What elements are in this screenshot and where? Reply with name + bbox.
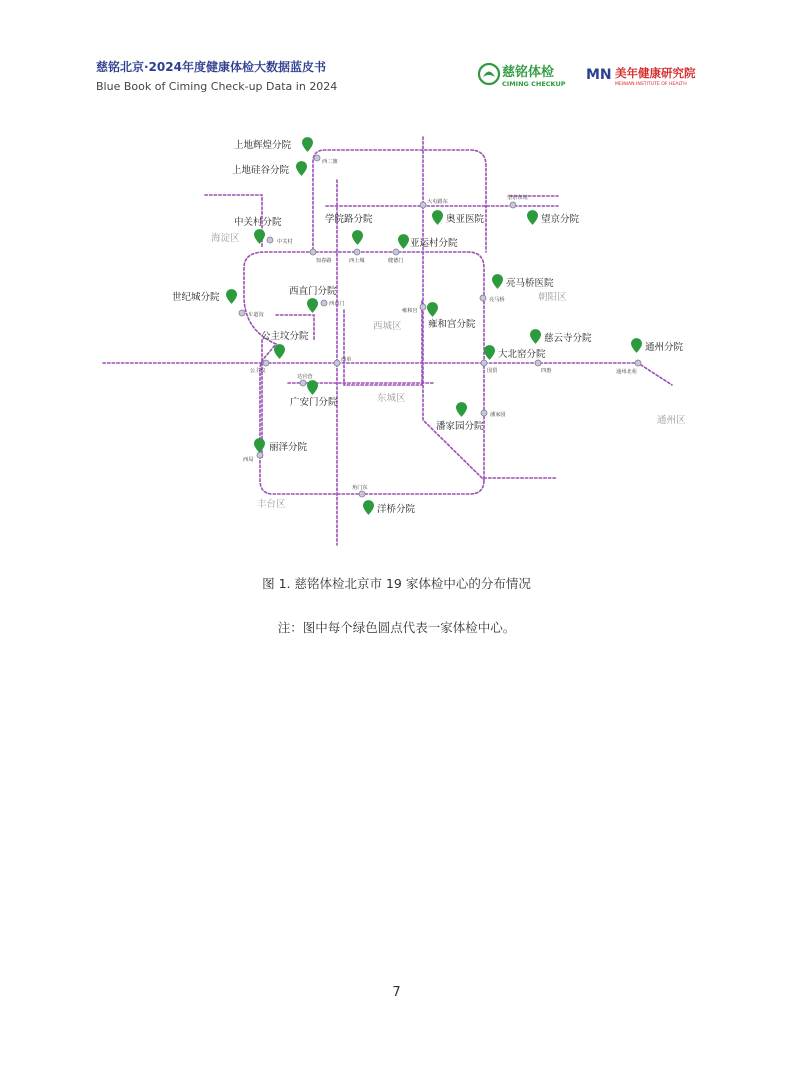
meinian-logo-mark: MN xyxy=(586,67,612,83)
branch-label: 中关村分院 xyxy=(234,217,282,228)
station-label: 知春路 xyxy=(316,258,332,264)
branch-shangdi-huihuang xyxy=(234,137,313,152)
station-chedaogou xyxy=(239,310,264,318)
branch-wangjing xyxy=(527,210,580,225)
branch-yangqiao xyxy=(363,500,416,515)
station-gongzhufen xyxy=(250,360,269,374)
station-label: 雍和宫 xyxy=(402,308,418,314)
branch-aoya xyxy=(432,210,485,225)
branch-label: 丽泽分院 xyxy=(269,442,308,453)
branch-shijicheng xyxy=(172,289,237,304)
location-pin-icon xyxy=(274,344,285,359)
branch-label: 世纪城分院 xyxy=(172,292,220,303)
page-number: 7 xyxy=(392,985,401,1000)
metro-line-1 xyxy=(103,363,672,385)
figure-note: 注：图中每个绿色圆点代表一家体检中心。 xyxy=(277,620,516,635)
location-pin-icon xyxy=(307,380,318,395)
branch-yonghegong xyxy=(427,302,476,330)
district-haidian: 海淀区 xyxy=(211,233,240,244)
branch-label: 雍和宫分院 xyxy=(428,319,476,330)
station-label: 健德门 xyxy=(388,258,404,264)
station-label: 西直门 xyxy=(329,301,345,307)
district-fengtai: 丰台区 xyxy=(257,499,286,510)
station-label: 西单 xyxy=(341,357,352,363)
station-label: 亮马桥 xyxy=(489,297,505,303)
location-pin-icon xyxy=(254,229,265,244)
location-pin-icon xyxy=(530,329,541,344)
location-pin-icon xyxy=(527,210,538,225)
branch-ciyunsi xyxy=(530,329,592,344)
figure-caption: 图 1. 慈铭体检北京市 19 家体检中心的分布情况 xyxy=(262,576,531,591)
location-pin-icon xyxy=(363,500,374,515)
district-dongcheng: 东城区 xyxy=(377,393,406,404)
location-pin-icon xyxy=(432,210,443,225)
station-label: 车道沟 xyxy=(248,312,264,318)
branch-label: 广安门分院 xyxy=(290,397,338,408)
location-pin-icon xyxy=(352,230,363,245)
station-label: 通州北苑 xyxy=(616,369,637,375)
station-label: 西局 xyxy=(243,457,254,463)
branch-liangmaqiao xyxy=(492,274,554,289)
district-tongzhou: 通州区 xyxy=(657,415,686,426)
branch-label: 望京分院 xyxy=(541,214,580,225)
metro-line-10-ring xyxy=(244,252,484,494)
location-pin-icon xyxy=(484,345,495,360)
meinian-logo-en: MEINIAN INSTITUTE OF HEALTH xyxy=(615,82,687,87)
station-label: 西二旗 xyxy=(322,159,338,165)
branch-tongzhou xyxy=(631,338,684,353)
branch-label: 西直门分院 xyxy=(289,286,337,297)
branch-label: 上地辉煌分院 xyxy=(234,140,292,151)
location-pin-icon xyxy=(427,302,438,317)
station-xierqi xyxy=(314,155,338,165)
station-label: 大屯路东 xyxy=(427,199,448,205)
district-chaoyang: 朝阳区 xyxy=(538,292,567,303)
branch-shangdi-guigu xyxy=(232,161,307,176)
report-subtitle: Blue Book of Ciming Check-up Data in 2024 xyxy=(96,80,338,93)
branch-xueyuanlu xyxy=(325,213,373,245)
location-pin-icon xyxy=(631,338,642,353)
branch-label: 大北窑分院 xyxy=(498,349,546,360)
branch-label: 通州分院 xyxy=(645,342,684,353)
ciming-logo-cn: 慈铭体检 xyxy=(502,65,555,80)
branch-label: 潘家园分院 xyxy=(436,421,484,432)
branch-yayuncun xyxy=(398,234,458,249)
station-label: 望京东站 xyxy=(507,195,528,201)
branch-guanganmen xyxy=(290,380,338,408)
station-sihui xyxy=(535,360,552,374)
branch-label: 洋桥分院 xyxy=(377,504,416,515)
station-xizhimen xyxy=(321,299,345,307)
station-zhongguancun xyxy=(267,237,293,245)
station-label: 潘家园 xyxy=(490,412,506,418)
station-jiaomendong xyxy=(352,483,368,497)
location-pin-icon xyxy=(398,234,409,249)
meinian-logo-cn: 美年健康研究院 xyxy=(615,66,696,80)
station-label: 角门东 xyxy=(352,485,368,491)
branch-label: 上地硅谷分院 xyxy=(232,165,290,176)
branch-label: 学院路分院 xyxy=(325,214,373,225)
location-pin-icon xyxy=(307,298,318,313)
station-label: 国贸 xyxy=(487,368,498,374)
location-pin-icon xyxy=(226,289,237,304)
district-labels xyxy=(211,232,686,510)
station-label: 中关村 xyxy=(277,239,293,245)
branch-label: 亚运村分院 xyxy=(410,238,458,249)
location-pin-icon xyxy=(302,137,313,152)
station-label: 西土城 xyxy=(349,258,365,264)
station-label: 四惠 xyxy=(541,368,552,374)
branch-dabeiyao xyxy=(484,345,546,360)
district-xicheng: 西城区 xyxy=(373,321,402,332)
station-label: 达官营 xyxy=(297,374,313,380)
branch-xizhimen xyxy=(289,285,337,313)
location-pin-icon xyxy=(296,161,307,176)
branch-label: 奥亚医院 xyxy=(446,214,485,225)
branch-zhongguancun xyxy=(234,216,282,244)
branch-label: 公主坟分院 xyxy=(261,331,309,342)
report-title: 慈铭北京·2024年度健康体检大数据蓝皮书 xyxy=(96,60,326,74)
branch-panjiayuan xyxy=(436,402,484,432)
location-pin-icon xyxy=(254,438,265,453)
ciming-logo-en: CIMING CHECKUP xyxy=(502,80,566,88)
location-pin-icon xyxy=(456,402,467,417)
branch-label: 亮马桥医院 xyxy=(506,278,554,289)
location-pin-icon xyxy=(492,274,503,289)
station-label: 公主坟 xyxy=(250,368,266,374)
branch-label: 慈云寺分院 xyxy=(544,333,592,344)
